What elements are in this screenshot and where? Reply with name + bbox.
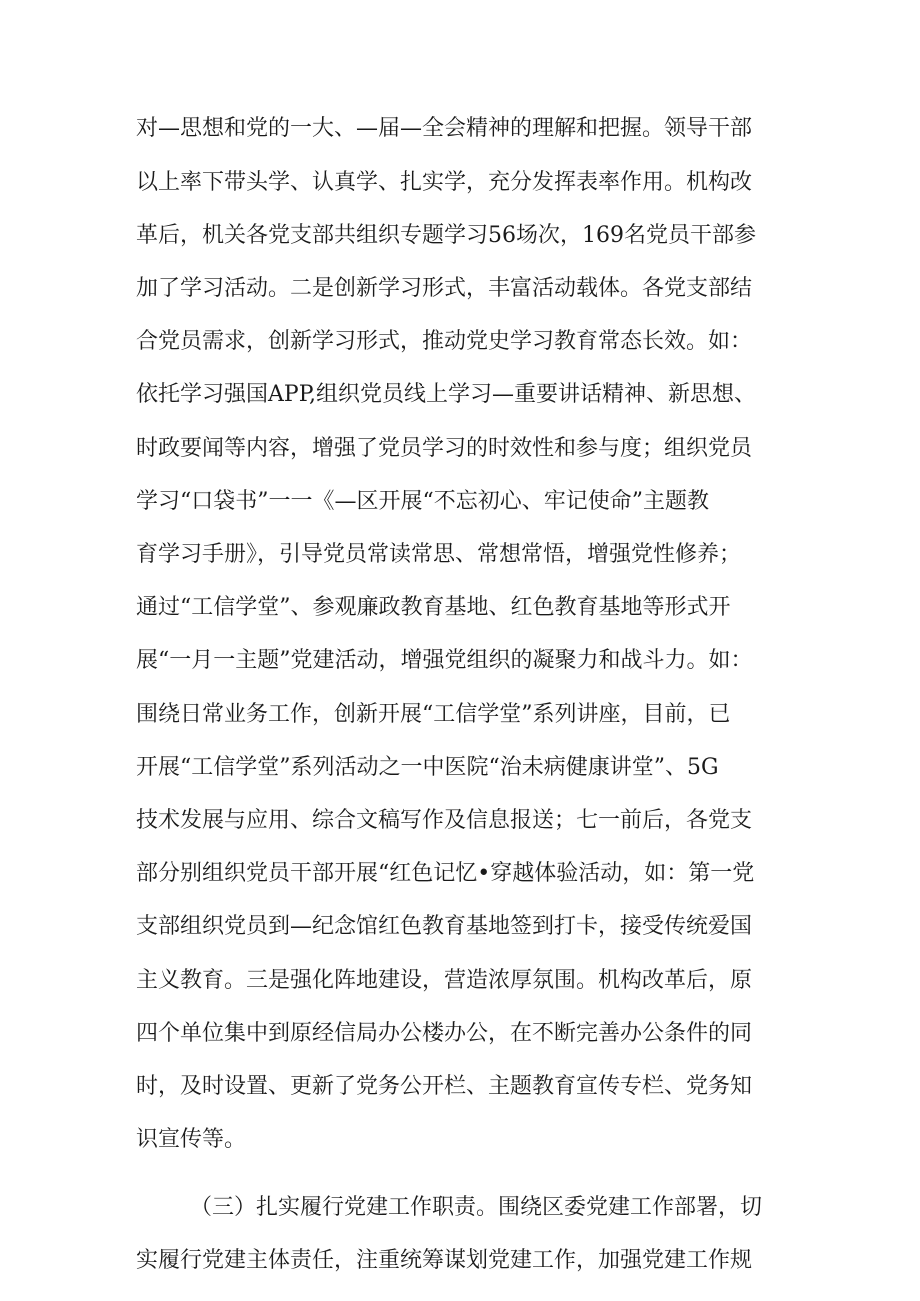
paragraph-1-line-19: 时，及时设置、更新了党务公开栏、主题教育宣传专栏、党务知 bbox=[136, 1074, 753, 1099]
paragraph-1-line-11: 展“一月一主题”党建活动，增强党组织的凝聚力和战斗力。如： bbox=[136, 648, 753, 673]
paragraph-2-line-1: （三）扎实履行党建工作职责。围绕区委党建工作部署，切 bbox=[190, 1195, 763, 1220]
paragraph-1-line-14: 技术发展与应用、综合文稿写作及信息报送；七一前后，各党支 bbox=[136, 808, 753, 833]
paragraph-1-line-17: 主义教育。三是强化阵地建设，营造浓厚氛围。机构改革后，原 bbox=[136, 968, 753, 993]
paragraph-1-line-15: 部分别组织党员干部开展“红色记忆•穿越体验活动，如：第一党 bbox=[136, 861, 755, 886]
paragraph-1-line-5: 合党员需求，创新学习形式，推动党史学习教育常态长效。如： bbox=[136, 329, 753, 354]
paragraph-1-line-18: 四个单位集中到原经信局办公楼办公，在不断完善办公条件的同 bbox=[136, 1021, 753, 1046]
paragraph-1-line-6: 依托学习强国APP,组织党员线上学习—重要讲话精神、新思想、 bbox=[136, 382, 757, 407]
paragraph-1-line-8: 学习“口袋书”一一《—区开展“不忘初心、牢记使命”主题教 bbox=[136, 489, 709, 514]
paragraph-1-line-13: 开展“工信学堂”系列活动之一中医院“治未病健康讲堂”、5G bbox=[136, 755, 719, 780]
paragraph-1-line-4: 加了学习活动。二是创新学习形式，丰富活动载体。各党支部结 bbox=[136, 276, 753, 301]
paragraph-2-line-2: 实履行党建主体责任，注重统筹谋划党建工作，加强党建工作规 bbox=[136, 1248, 753, 1273]
paragraph-1-line-20: 识宣传等。 bbox=[136, 1127, 247, 1152]
paragraph-1-line-1: 对—思想和党的一大、—届—全会精神的理解和把握。领导干部 bbox=[136, 116, 753, 141]
paragraph-1-line-3: 革后，机关各党支部共组织专题学习56场次，169名党员干部参 bbox=[136, 223, 756, 248]
paragraph-1-line-9: 育学习手册》，引导党员常读常思、常想常悟，增强党性修养； bbox=[136, 542, 742, 567]
paragraph-1-line-2: 以上率下带头学、认真学、扎实学，充分发挥表率作用。机构改 bbox=[136, 170, 753, 195]
paragraph-1-line-16: 支部组织党员到—纪念馆红色教育基地签到打卡，接受传统爱国 bbox=[136, 914, 753, 939]
paragraph-1-line-12: 围绕日常业务工作，创新开展“工信学堂”系列讲座，目前，已 bbox=[136, 702, 731, 727]
paragraph-1-line-10: 通过“工信学堂”、参观廉政教育基地、红色教育基地等形式开 bbox=[136, 595, 731, 620]
paragraph-1-line-7: 时政要闻等内容，增强了党员学习的时效性和参与度；组织党员 bbox=[136, 436, 753, 461]
